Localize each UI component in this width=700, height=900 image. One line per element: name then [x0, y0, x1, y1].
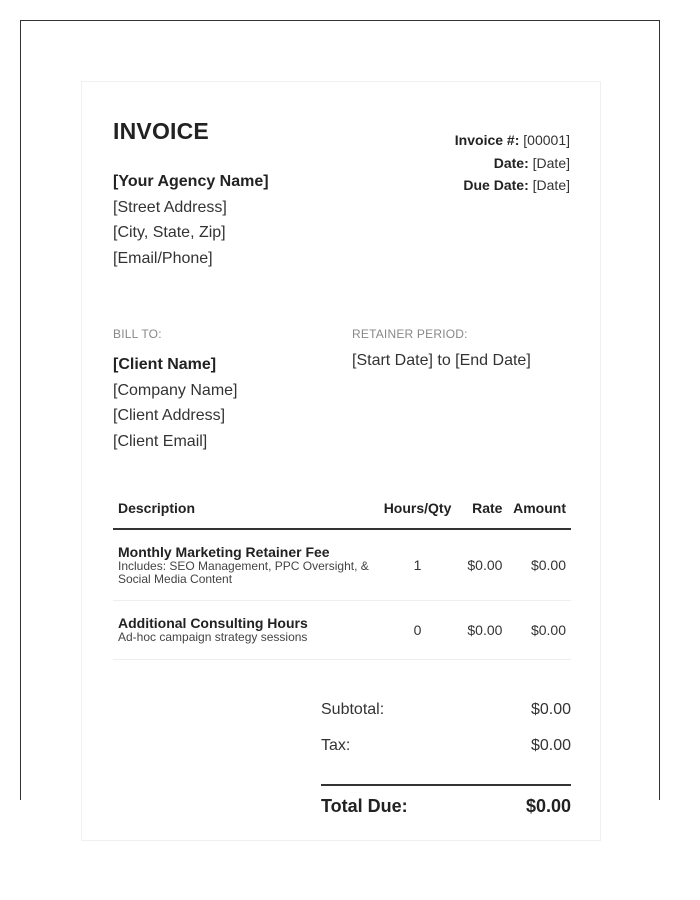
invoice-number-value: [00001]	[523, 132, 570, 148]
tax-value: $0.00	[530, 737, 571, 754]
invoice-date-label: Date:	[493, 154, 529, 171]
invoice-due-value: [Date]	[532, 177, 570, 193]
invoice-meta	[455, 129, 570, 197]
item-rate: $0.00	[457, 601, 507, 660]
item-description-cell	[113, 601, 378, 660]
total-due-row	[321, 786, 571, 826]
total-due-value: $0.00	[525, 795, 571, 816]
retainer-period-value: [Start Date] to [End Date]	[352, 352, 531, 369]
invoice-title: INVOICE	[113, 118, 209, 144]
header-description: Description	[113, 487, 378, 529]
item-amount: $0.00	[507, 601, 571, 660]
table-header-row	[113, 487, 571, 529]
tax-row	[321, 728, 571, 764]
invoice-date-row	[455, 152, 570, 175]
invoice-number-label: Invoice #:	[454, 132, 520, 148]
client-email: [Client Email]	[113, 432, 208, 450]
table-row	[113, 601, 571, 660]
item-rate: $0.00	[457, 529, 507, 601]
item-name: Monthly Marketing Retainer Fee	[118, 543, 330, 560]
agency-contact: [Email/Phone]	[113, 249, 213, 267]
item-qty: 1	[378, 529, 457, 601]
document-frame	[20, 20, 660, 816]
item-description-cell	[113, 529, 378, 601]
item-note: Ad-hoc campaign strategy sessions	[118, 630, 308, 645]
invoice-date-value: [Date]	[532, 154, 570, 171]
invoice-sheet	[81, 81, 601, 841]
header-qty: Hours/Qty	[378, 487, 457, 529]
client-address: [Client Address]	[113, 407, 226, 424]
totals-divider	[321, 764, 571, 786]
table-row	[113, 529, 571, 601]
agency-street: [Street Address]	[113, 198, 227, 216]
client-name: [Client Name]	[113, 356, 217, 373]
client-company: [Company Name]	[113, 381, 238, 399]
line-items-table	[113, 487, 571, 660]
header-amount: Amount	[507, 487, 571, 529]
item-note: Includes: SEO Management, PPC Oversight, & Social Media Content	[118, 558, 369, 586]
item-amount: $0.00	[507, 529, 571, 601]
item-name: Additional Consulting Hours	[118, 615, 308, 632]
invoice-number-row	[455, 129, 570, 152]
invoice-due-row	[455, 174, 570, 197]
tax-label: Tax:	[321, 737, 351, 754]
agency-name: [Your Agency Name]	[113, 173, 269, 190]
subtotal-label: Subtotal:	[321, 701, 385, 718]
total-due-label: Total Due:	[321, 795, 408, 816]
retainer-period-label: RETAINER PERIOD:	[352, 327, 468, 341]
totals-block	[321, 692, 571, 826]
agency-city: [City, State, Zip]	[113, 224, 226, 241]
bill-to-label: BILL TO:	[113, 327, 162, 341]
item-qty: 0	[378, 601, 457, 660]
header-rate: Rate	[457, 487, 507, 529]
subtotal-row	[321, 692, 571, 728]
agency-block	[113, 169, 269, 271]
invoice-due-label: Due Date:	[463, 177, 529, 193]
bill-to-block	[113, 352, 238, 454]
subtotal-value: $0.00	[530, 701, 571, 718]
